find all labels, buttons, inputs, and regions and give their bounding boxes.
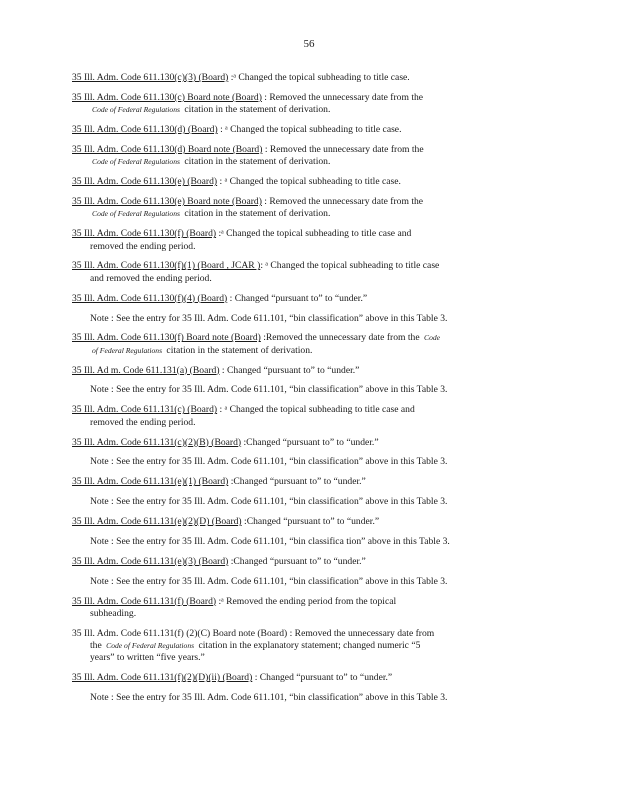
citation: 35 Ill. Adm. Code 611.131(c) (Board) — [72, 404, 218, 416]
citation: 35 Ill. Ad m. Code 611.131(a) (Board) — [72, 364, 220, 376]
entry-text: :ᵃ Changed the topical subheading to title case and — [216, 228, 412, 240]
note: Note : See the entry for 35 Ill. Adm. Code 611.101, “bin classification” above in this Table 3. — [90, 456, 448, 468]
entry-611-130-d — [72, 124, 542, 136]
citation: 35 Ill. Adm. Code 611.130(c)(3) (Board) — [72, 72, 229, 83]
entry-text: : Removed the unnecessary date from the — [261, 91, 424, 103]
entry-611-131-c-2-b — [72, 437, 542, 449]
citation: 35 Ill. Adm. Code 611.130(d) Board note (Board) — [72, 143, 263, 155]
entry-text: citation in the statement of derivation. — [164, 344, 313, 356]
entry-continuation — [72, 104, 542, 116]
entry-611-130-d-board-note — [72, 144, 542, 169]
note: Note : See the entry for 35 Ill. Adm. Code 611.101, “bin classification” above in this Table 3. — [90, 575, 448, 587]
entry-611-130-e-board-note — [72, 196, 542, 221]
entry-text: : ᵃ Changed the topical subheading to title case and — [217, 404, 415, 416]
entry-text: : Changed “pursuant to” to “under.” — [227, 292, 368, 304]
citation: 35 Ill. Adm. Code 611.130(e) Board note (Board) — [72, 196, 262, 208]
entry-text: : Changed “pursuant to” to “under.” — [252, 672, 393, 684]
entry-611-130-e — [72, 176, 542, 188]
citation: 35 Ill. Adm. Code 611.131(f) (2)(C) Board note (Board) — [72, 627, 288, 639]
entry-611-131-f-2-d-ii — [72, 672, 542, 684]
cfr-title: of Federal Regulations — [92, 345, 163, 355]
entry-continuation: subheading. — [90, 607, 137, 619]
entry-611-131-e-3 — [72, 556, 542, 568]
entry-text: the — [90, 640, 105, 652]
entry-611-130-f-1 — [72, 260, 542, 285]
entry-text: :Changed “pursuant to” to “under.” — [241, 436, 379, 448]
note: Note : See the entry for 35 Ill. Adm. Code 611.101, “bin classification” above in this Table 3. — [90, 496, 448, 508]
entry-continuation: removed the ending period. — [90, 416, 196, 428]
entry-611-130-f-4 — [72, 293, 542, 305]
entry-text: citation in the statement of derivation. — [181, 156, 331, 168]
entry-text: :Changed “pursuant to” to “under.” — [228, 476, 366, 488]
citation: 35 Ill. Adm. Code 611.130(f) Board note (Board) — [72, 332, 261, 344]
note: Note : See the entry for 35 Ill. Adm. Code 611.101, “bin classification” above in this Table 3. — [90, 384, 448, 396]
entry-text: : Removed the unnecessary date from the — [262, 143, 424, 155]
entry-611-131-f-2-c-board-note — [72, 628, 542, 665]
citation: 35 Ill. Adm. Code 611.130(d) (Board) — [72, 124, 218, 136]
entry-text: :Changed “pursuant to” to “under.” — [228, 555, 366, 567]
entry-text: citation in the explanatory statement; changed numeric “5 — [196, 640, 421, 652]
citation: 35 Ill. Adm. Code 611.131(e)(2)(D) (Board) — [72, 516, 242, 528]
entry-611-130-f-board-note — [72, 332, 542, 357]
citation: 35 Ill. Adm. Code 611.130(f)(1) (Board , JCAR ) — [72, 260, 261, 272]
entry-text: : ᵃ Changed the topical subheading to title case. — [217, 124, 402, 136]
entry-611-131-e-2-d — [72, 516, 542, 528]
cfr-title: Code of Federal Regulations — [92, 209, 180, 219]
entry-611-131-e-1 — [72, 476, 542, 488]
entry-continuation: removed the ending period. — [90, 240, 196, 252]
entry-continuation — [72, 640, 542, 652]
note: Note : See the entry for 35 Ill. Adm. Code 611.101, “bin classification” above in this Table 3. — [90, 312, 448, 324]
citation: 35 Ill. Adm. Code 611.131(f) (Board) — [72, 595, 217, 607]
amendment-entries — [72, 72, 542, 712]
entry-text: : ᵃ Changed the topical subheading to title case — [260, 260, 440, 272]
entry-611-130-f — [72, 228, 542, 253]
entry-text: : Removed the unnecessary date from — [287, 627, 435, 639]
entry-text: citation in the statement of derivation. — [181, 104, 331, 116]
entry-continuation: and removed the ending period. — [90, 272, 212, 284]
entry-text: :Removed the unnecessary date from the — [260, 332, 423, 344]
page-number: 56 — [303, 38, 315, 50]
citation: 35 Ill. Adm. Code 611.130(c) Board note (Board) — [72, 91, 262, 103]
cfr-title: Code of Federal Regulations — [92, 157, 180, 167]
entry-continuation — [72, 156, 542, 168]
citation: 35 Ill. Adm. Code 611.130(f) (Board) — [72, 228, 217, 240]
entry-611-130-c-board-note — [72, 92, 542, 117]
cfr-title: Code — [424, 333, 441, 343]
entry-text: :ᵃ Changed the topical subheading to title case. — [228, 72, 410, 83]
citation: 35 Ill. Adm. Code 611.131(e)(3) (Board) — [72, 555, 229, 567]
entry-continuation: years” to written “five years.” — [90, 652, 205, 664]
entry-text: :Changed “pursuant to” to “under.” — [241, 516, 380, 528]
citation: 35 Ill. Adm. Code 611.131(e)(1) (Board) — [72, 476, 229, 488]
entry-611-131-a — [72, 365, 542, 377]
entry-611-131-f — [72, 596, 542, 621]
entry-text: : Changed “pursuant to” to “under.” — [219, 364, 360, 376]
entry-text: citation in the statement of derivation. — [181, 208, 331, 220]
note: Note : See the entry for 35 Ill. Adm. Code 611.101, “bin classification” above in this Table 3. — [90, 692, 448, 704]
note: Note : See the entry for 35 Ill. Adm. Code 611.101, “bin classifica tion” above in this Table 3. — [90, 536, 450, 547]
citation: 35 Ill. Adm. Code 611.131(c)(2)(B) (Board) — [72, 436, 242, 448]
cfr-title: Code of Federal Regulations — [92, 105, 180, 115]
cfr-title: Code of Federal Regulations — [106, 641, 195, 651]
entry-611-131-c — [72, 404, 542, 429]
entry-text: : Removed the unnecessary date from the — [261, 196, 424, 208]
citation: 35 Ill. Adm. Code 611.131(f)(2)(D)(ii) (Board) — [72, 672, 253, 684]
citation: 35 Ill. Adm. Code 611.130(f)(4) (Board) — [72, 292, 228, 304]
entry-text: :ᵃ Removed the ending period from the topical — [216, 595, 397, 607]
entry-611-130-c-3 — [72, 72, 542, 84]
entry-continuation — [72, 208, 542, 220]
entry-continuation — [72, 345, 542, 357]
citation: 35 Ill. Adm. Code 611.130(e) (Board) — [72, 176, 218, 188]
entry-text: : ᵃ Changed the topical subheading to title case. — [217, 176, 401, 188]
